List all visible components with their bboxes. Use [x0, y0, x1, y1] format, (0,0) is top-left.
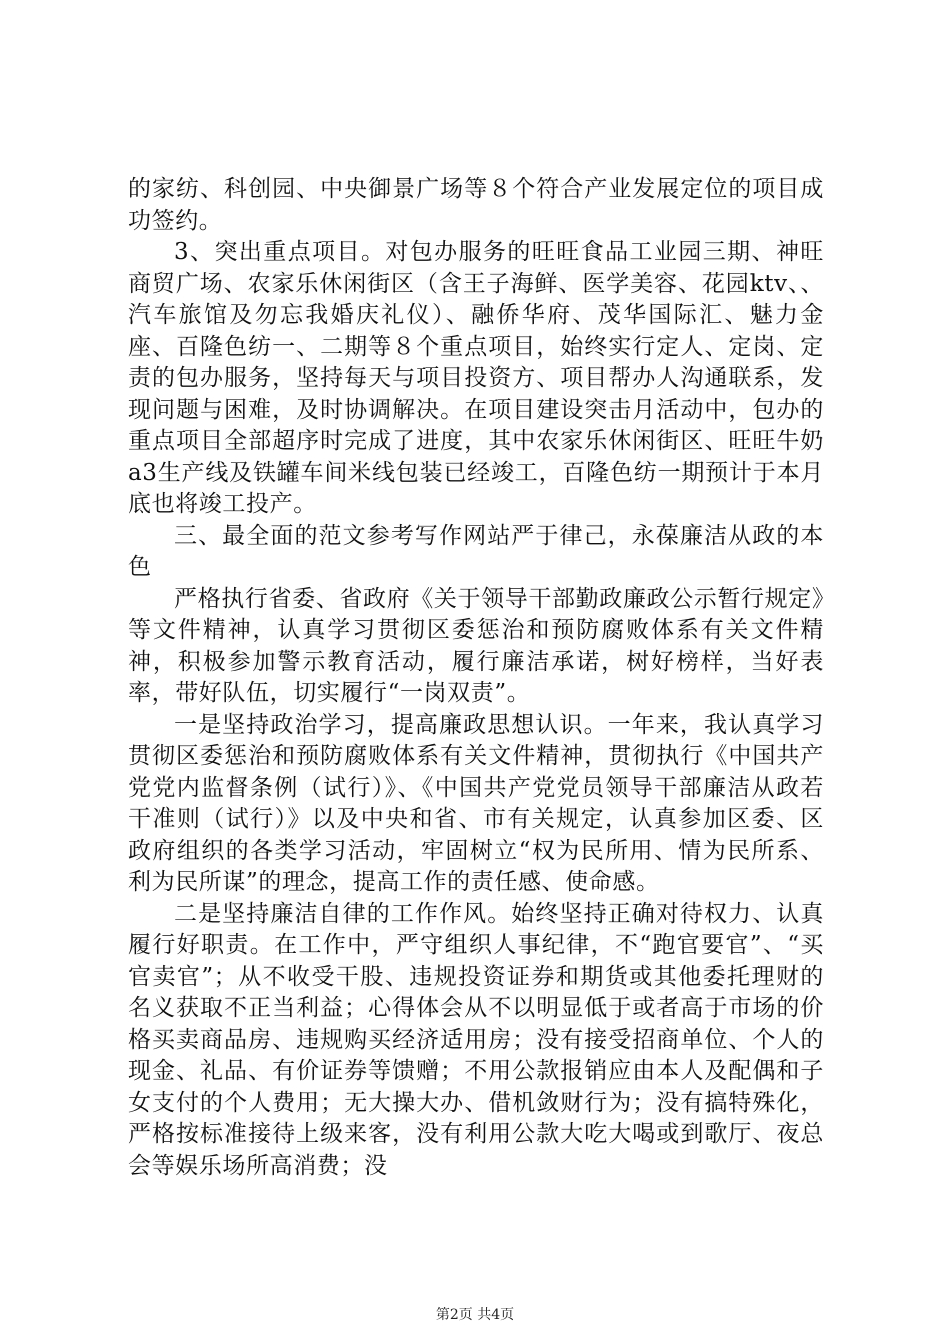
- paragraph: 的家纺、科创园、中央御景广场等８个符合产业发展定位的项目成功签约。: [128, 176, 824, 234]
- paragraph: 一是坚持政治学习，提高廉政思想认识。一年来，我认真学习贯彻区委惩治和预防腐败体系有关文件精神，贯彻执行《中国共产党党内监督条例（试行）》、《中国共产党党员领导干部廉洁从政若干准则（试行）》以及中央和省、市有关规定，认真参加区委、区政府组织的各类学习活动，牢固树立“权为民所用、情为民所系、利为民所谋”的理念，提高工作的责任感、使命感。: [128, 711, 824, 895]
- paragraph: 二是坚持廉洁自律的工作作风。始终坚持正确对待权力、认真履行好职责。在工作中，严守组织人事纪律，不“跑官要官”、“买官卖官”；从不收受干股、违规投资证券和期货或其他委托理财的名义获取不正当利益；心得体会从不以明显低于或者高于市场的价格买卖商品房、违规购买经济适用房；没有接受招商单位、个人的现金、礼品、有价证券等馈赠；不用公款报销应由本人及配偶和子女支付的个人费用；无大操大办、借机敛财行为；没有搞特殊化，严格按标准接待上级来客，没有利用公款大吃大喝或到歌厅、夜总会等娱乐场所高消费；没: [128, 900, 824, 1179]
- section-heading: 三、最全面的范文参考写作网站严于律己，永葆廉洁从政的本色: [128, 522, 824, 580]
- page-number-footer: 第2页 共4页: [435, 1307, 515, 1323]
- paragraph: 3、突出重点项目。对包办服务的旺旺食品工业园三期、神旺商贸广场、农家乐休闲街区（含王子海鲜、医学美容、花园ktv、、汽车旅馆及勿忘我婚庆礼仪）、融侨华府、茂华国际汇、魅力金座、百隆色纺一、二期等８个重点项目，始终实行定人、定岗、定责的包办服务，坚持每天与项目投资方、项目帮办人沟通联系，发现问题与困难，及时协调解决。在项目建设突击月活动中，包办的重点项目全部超序时完成了进度，其中农家乐休闲街区、旺旺牛奶a3生产线及铁罐车间米线包装已经竣工，百隆色纺一期预计于本月底也将竣工投产。: [128, 239, 824, 517]
- document-body: [128, 174, 824, 1182]
- paragraph: 严格执行省委、省政府《关于领导干部勤政廉政公示暂行规定》等文件精神，认真学习贯彻区委惩治和预防腐败体系有关文件精神，积极参加警示教育活动，履行廉洁承诺，树好榜样，当好表率，带好队伍，切实履行“一岗双责”。: [128, 585, 824, 706]
